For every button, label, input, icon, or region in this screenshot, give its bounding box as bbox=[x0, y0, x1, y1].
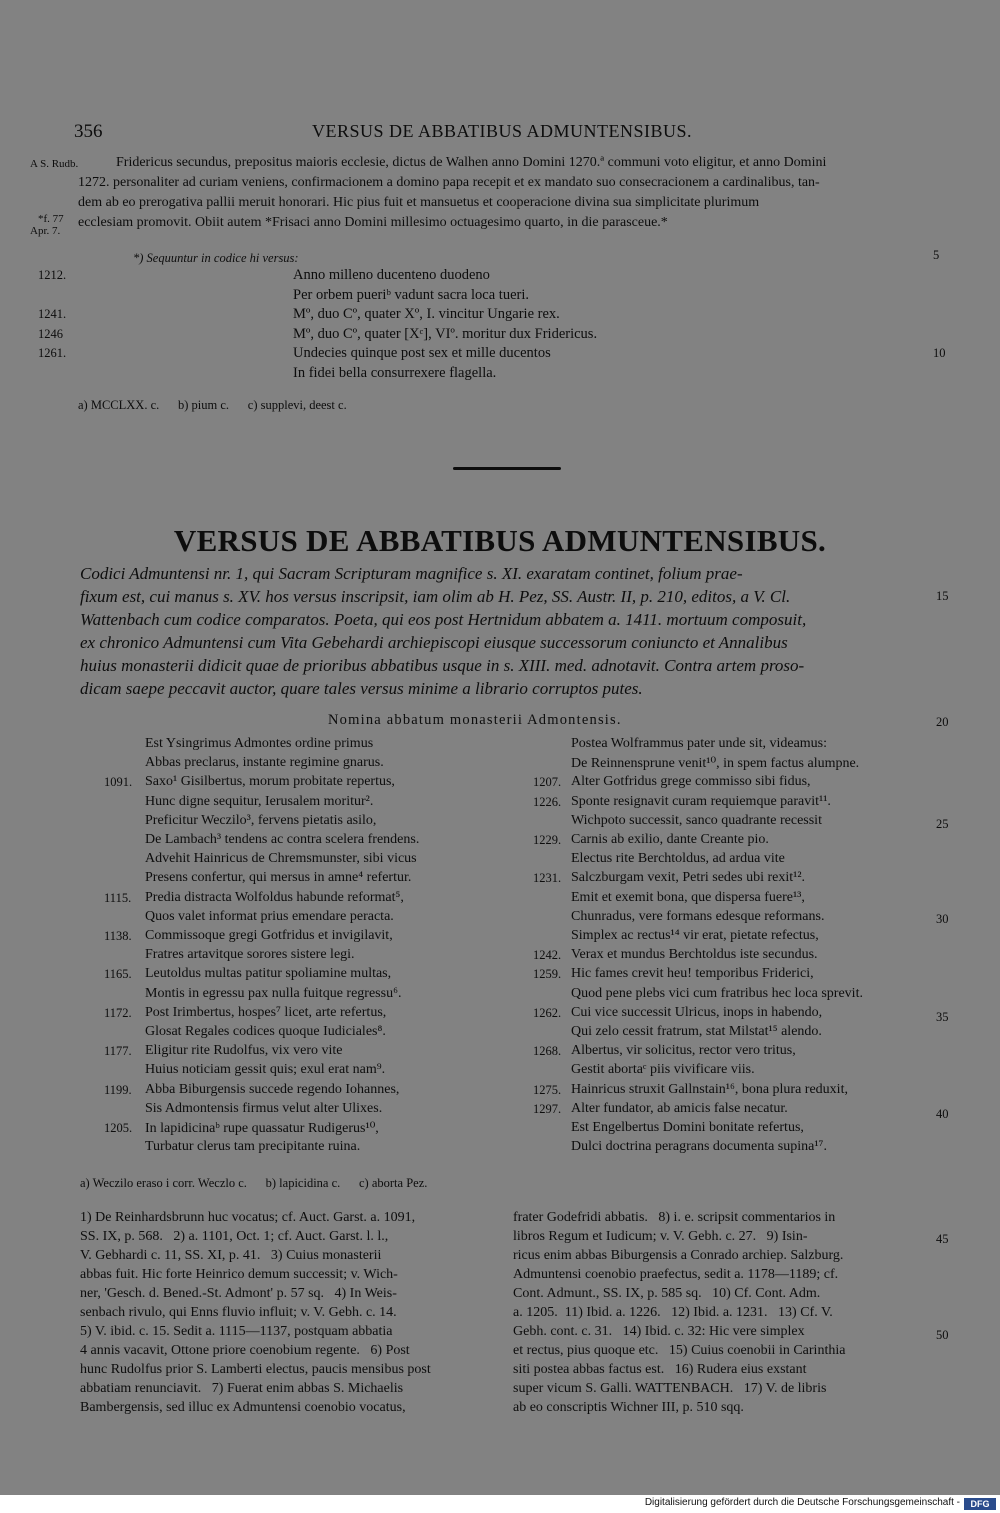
intro-line: dicam saepe peccavit auctor, quare tales versus minime a librario corruptos putes. bbox=[80, 679, 643, 698]
verse-line: Anno milleno ducenteno duodeno bbox=[293, 267, 490, 283]
verse-year: 1259. bbox=[533, 967, 562, 982]
right-verse-line: Carnis ab exilio, dante Creante pio. bbox=[571, 832, 769, 847]
footnote-line: 5) V. ibid. c. 15. Sedit a. 1115—1137, postquam abbatia bbox=[80, 1324, 393, 1339]
verse-year: 1115. bbox=[104, 890, 132, 905]
verse-year: 1229. bbox=[533, 833, 562, 847]
intro-line: Wattenbach cum codice comparatos. Poeta, qui eos post Hertnidum abbatem a. 1411. mortuum composuit, bbox=[80, 610, 807, 629]
right-verse-line: Dulci doctrina peragrans documenta supina¹⁷. bbox=[571, 1139, 827, 1155]
verse-year: 1231. bbox=[533, 871, 562, 886]
line-number: 50 bbox=[936, 1328, 949, 1342]
footnote-line: abbatiam renunciavit. 7) Fuerat enim abbas S. Michaelis bbox=[80, 1381, 404, 1396]
verse-line: In fidei bella consurrexere flagella. bbox=[293, 364, 497, 381]
verse-year: 1207. bbox=[533, 775, 562, 790]
footnote-line: Bambergensis, sed illuc ex Admuntensi coenobio vocatus, bbox=[80, 1400, 406, 1415]
margin-note: A S. Rudb. bbox=[30, 158, 79, 170]
right-verse-line: De Reinnensprune venit¹⁰, in spem factus alumpne. bbox=[571, 756, 860, 772]
left-verse-line: Presens confertur, qui mersus in amne⁴ refertur. bbox=[145, 870, 412, 886]
column-heading: Nomina abbatum monasterii Admontensis. bbox=[328, 712, 622, 728]
verse-year: 1261. bbox=[38, 346, 67, 360]
right-verse-line: Salczburgam vexit, Petri sedes ubi rexit¹². bbox=[571, 870, 806, 886]
margin-note: Apr. 7. bbox=[30, 225, 61, 237]
line-number: 5 bbox=[933, 248, 940, 262]
intro-line: Codici Admuntensi nr. 1, qui Sacram Scripturam magnifice s. XI. exaratam continet, folium prae- bbox=[80, 564, 743, 583]
left-verse-line: Huius noticiam gessit quis; exul erat nam⁹. bbox=[145, 1062, 386, 1078]
section-divider bbox=[453, 467, 561, 470]
verse-year: 1268. bbox=[533, 1044, 562, 1059]
footnote-line: ricus enim abbas Biburgensis a Conrado archiep. Salzburg. bbox=[513, 1248, 844, 1263]
verse-line: Per orbem pueriᵇ vadunt sacra loca tueri. bbox=[293, 286, 529, 303]
apparatus-note: a) MCCLXX. c. b) pium c. c) supplevi, deest c. bbox=[78, 398, 347, 412]
left-verse-line: Hunc digne sequitur, Ierusalem moritur². bbox=[145, 793, 374, 809]
left-verse-line: Post Irimbertus, hospes⁷ licet, arte refertus, bbox=[145, 1004, 387, 1020]
footnote-line: Cont. Admunt., SS. IX, p. 585 sq. 10) Cf. Cont. Adm. bbox=[513, 1286, 821, 1301]
verse-year: 1242. bbox=[533, 948, 562, 963]
footnote-line: Gebh. cont. c. 31. 14) Ibid. c. 32: Hic vere simplex bbox=[513, 1324, 805, 1339]
prose-line: ecclesiam promovit. Obiit autem *Frisaci anno Domini millesimo octuagesimo quarto, in die parasceue.* bbox=[78, 215, 668, 230]
verse-line: Mº, duo Cº, quater [Xᶜ], VIº. moritur dux Fridericus. bbox=[293, 325, 598, 342]
right-verse-line: Wichpoto successit, sanco quadrante recessit bbox=[571, 812, 822, 828]
footnote-line: libros Regum et Iudicum; v. V. Gebh. c. 27. 9) Isin- bbox=[513, 1229, 808, 1244]
left-verse-line: De Lambach³ tendens ac contra scelera frendens. bbox=[145, 832, 420, 847]
left-verse-line: Abbas preclarus, instante regimine gnarus. bbox=[145, 755, 384, 771]
running-title: VERSUS DE ABBATIBUS ADMUNTENSIBUS. bbox=[312, 121, 693, 141]
right-verse-line: Hic fames crevit heu! temporibus Friderici, bbox=[571, 966, 814, 982]
left-verse-line: Commissoque gregi Gotfridus et invigilavit, bbox=[145, 928, 393, 943]
footnote-line: abbas fuit. Hic forte Heinrico demum successit; v. Wich- bbox=[80, 1267, 398, 1282]
footnote-line: ner, 'Gesch. d. Bened.-St. Admont' p. 57 sq. 4) In Weis- bbox=[80, 1286, 397, 1301]
left-verse-line: Saxo¹ Gisilbertus, morum probitate repertus, bbox=[145, 774, 395, 790]
right-verse-line: Simplex ac rectus¹⁴ vir erat, pietate refectus, bbox=[571, 928, 819, 943]
right-verse-line: Hainricus struxit Gallnstain¹⁶, bona plura reduxit, bbox=[571, 1081, 848, 1097]
left-verse-line: Turbatur clerus tam precipitante ruina. bbox=[145, 1139, 361, 1155]
right-verse-line: Quod pene plebs vici cum fratribus hec loca sprevit. bbox=[571, 985, 863, 1001]
left-verse-line: Est Ysingrimus Admontes ordine primus bbox=[145, 736, 374, 751]
footnote-line: et rectus, pius quoque etc. 15) Cuius coenobii in Carinthia bbox=[513, 1343, 846, 1358]
left-verse-line: Abba Biburgensis succede regendo Iohannes, bbox=[145, 1081, 400, 1097]
left-verse-line: Sis Admontensis firmus velut alter Ulixes. bbox=[145, 1100, 383, 1116]
left-verse-line: Predia distracta Wolfoldus habunde reformat⁵, bbox=[145, 889, 404, 905]
apparatus-note: a) Weczilo eraso i corr. Weczlo c. b) lapicidina c. c) aborta Pez. bbox=[80, 1176, 428, 1190]
footnote-line: hunc Rudolfus prior S. Lamberti electus, paucis mensibus post bbox=[80, 1362, 431, 1377]
verse-year: 1262. bbox=[533, 1005, 562, 1020]
footnote-line: super vicum S. Galli. WATTENBACH. 17) V. de libris bbox=[513, 1381, 827, 1396]
right-verse-line: Albertus, vir solicitus, rector vero tritus, bbox=[571, 1043, 796, 1059]
right-verse-line: Sponte resignavit curam requiemque paravit¹¹. bbox=[571, 793, 831, 809]
right-verse-line: Est Engelbertus Domini bonitate refertus, bbox=[571, 1120, 804, 1135]
right-verse-line: Electus rite Berchtoldus, ad ardua vite bbox=[571, 851, 785, 867]
footnote-line: ab eo conscriptis Wichner III, p. 510 sqq. bbox=[513, 1400, 744, 1415]
line-number: 35 bbox=[936, 1010, 949, 1024]
footnote-line: Admuntensi coenobio praefectus, sedit a. 1178—1189; cf. bbox=[513, 1267, 839, 1282]
footnote-line: V. Gebhardi c. 11, SS. XI, p. 41. 3) Cuius monasterii bbox=[80, 1248, 382, 1263]
prose-line: Fridericus secundus, prepositus maioris ecclesie, dictus de Walhen anno Domini 1270.ª communi voto eligitur, et anno Domini bbox=[116, 155, 827, 170]
prose-line: dem ab eo prerogativa pallii meruit honorari. Hic pius fuit et mansuetus et cooperacione divina sua simplicitate plurimum bbox=[78, 195, 760, 210]
line-number: 10 bbox=[933, 346, 946, 360]
verse-line: Mº, duo Cº, quater Xº, I. vincitur Ungarie rex. bbox=[293, 306, 560, 322]
intro-line: ex chronico Admuntensi cum Vita Gebehardi archiepiscopi eiusque successorum coniuncto et Annalibus bbox=[80, 633, 788, 652]
dfg-logo: DFG bbox=[964, 1498, 996, 1510]
line-number: 30 bbox=[936, 912, 949, 926]
right-verse-line: Verax et mundus Berchtoldus iste secundus. bbox=[571, 947, 818, 963]
footnote-line: siti postea abbas factus est. 16) Rudera eius exstant bbox=[513, 1362, 807, 1377]
verse-line: Undecies quinque post sex et mille ducentos bbox=[293, 345, 551, 361]
verse-year: 1246 bbox=[38, 326, 63, 341]
verse-year: 1177. bbox=[104, 1044, 132, 1059]
line-number: 45 bbox=[936, 1232, 949, 1246]
verse-year: 1226. bbox=[533, 794, 562, 809]
prose-line: 1272. personaliter ad curiam veniens, confirmacionem a domino papa recepit et ex mandato suo consecracionem a cardinalibus, tan- bbox=[78, 175, 820, 190]
footer-credit: Digitalisierung gefördert durch die Deutsche Forschungsgemeinschaft - bbox=[644, 1497, 960, 1508]
line-number: 40 bbox=[936, 1107, 949, 1121]
verse-year: 1165. bbox=[104, 967, 132, 982]
right-verse-line: Gestit abortaᶜ piis vivificare viis. bbox=[571, 1062, 755, 1078]
verse-year: 1205. bbox=[104, 1121, 133, 1135]
verse-year: 1297. bbox=[533, 1101, 562, 1116]
line-number: 20 bbox=[936, 715, 949, 729]
digitization-footer bbox=[0, 1495, 1000, 1513]
verse-year: 1275. bbox=[533, 1082, 562, 1097]
section-title: VERSUS DE ABBATIBUS ADMUNTENSIBUS. bbox=[173, 523, 827, 558]
verse-intro: *) Sequuntur in codice hi versus: bbox=[133, 251, 299, 265]
footnote-line: a. 1205. 11) Ibid. a. 1226. 12) Ibid. a. 1231. 13) Cf. V. bbox=[513, 1305, 833, 1320]
margin-note: *f. 77 bbox=[38, 213, 64, 225]
right-verse-line: Postea Wolframmus pater unde sit, videamus: bbox=[571, 736, 828, 751]
right-verse-line: Alter Gotfridus grege commisso sibi fidus, bbox=[571, 774, 811, 790]
right-verse-line: Cui vice successit Ulricus, inops in habendo, bbox=[571, 1004, 823, 1020]
left-verse-line: Eligitur rite Rudolfus, vix vero vite bbox=[145, 1043, 343, 1059]
footnote-line: 1) De Reinhardsbrunn huc vocatus; cf. Auct. Garst. a. 1091, bbox=[80, 1210, 416, 1225]
left-verse-line: Glosat Regales codices quoque Iudiciales⁸. bbox=[145, 1024, 386, 1039]
left-verse-line: Leutoldus multas patitur spoliamine multas, bbox=[145, 966, 392, 982]
right-verse-line: Chunradus, vere formans edesque reformans. bbox=[571, 908, 825, 924]
left-verse-line: Montis in egressu pax nulla fuitque regressu⁶. bbox=[145, 985, 402, 1001]
verse-year: 1199. bbox=[104, 1082, 132, 1097]
line-number: 15 bbox=[936, 589, 949, 603]
verse-year: 1172. bbox=[104, 1005, 132, 1020]
left-verse-line: Advehit Hainricus de Chremsmunster, sibi vicus bbox=[145, 851, 417, 867]
footnote-line: frater Godefridi abbatis. 8) i. e. scripsit commentarios in bbox=[513, 1210, 836, 1225]
footnote-line: 4 annis vacavit, Ottone priore coenobium regente. 6) Post bbox=[80, 1343, 410, 1358]
intro-line: fixum est, cui manus s. XV. hos versus inscripsit, iam olim ab H. Pez, SS. Austr. II, p. 210, editos, a V. Cl. bbox=[80, 587, 791, 606]
intro-line: huius monasterii didicit quae de prioribus abbatibus usque in s. XIII. med. adnotavit. Contra artem proso- bbox=[80, 656, 805, 675]
left-verse-line: Fratres artavitque sorores sistere legi. bbox=[145, 947, 355, 963]
page-number: 356 bbox=[74, 121, 103, 142]
left-verse-line: Preficitur Weczilo³, fervens pietatis asilo, bbox=[145, 812, 377, 828]
verse-year: 1241. bbox=[38, 307, 67, 321]
right-verse-line: Alter fundator, ab amicis false necatur. bbox=[571, 1100, 788, 1116]
footnote-line: SS. IX, p. 568. 2) a. 1101, Oct. 1; cf. Auct. Garst. l. l., bbox=[80, 1229, 389, 1244]
verse-year: 1091. bbox=[104, 775, 133, 790]
verse-year: 1138. bbox=[104, 929, 132, 943]
footnote-line: senbach rivulo, qui Enns fluvio influit; v. V. Gebh. c. 14. bbox=[80, 1305, 397, 1320]
line-number: 25 bbox=[936, 817, 949, 831]
right-verse-line: Emit et exemit bona, que dispersa fuere¹³, bbox=[571, 889, 805, 905]
right-verse-line: Qui zelo cessit fratrum, stat Milstat¹⁵ alendo. bbox=[571, 1024, 822, 1039]
left-verse-line: In lapidicinaᵇ rupe quassatur Rudigerus¹⁰, bbox=[145, 1121, 379, 1136]
left-verse-line: Quos valet informat prius emendare peracta. bbox=[145, 908, 394, 924]
verse-year: 1212. bbox=[38, 268, 67, 282]
